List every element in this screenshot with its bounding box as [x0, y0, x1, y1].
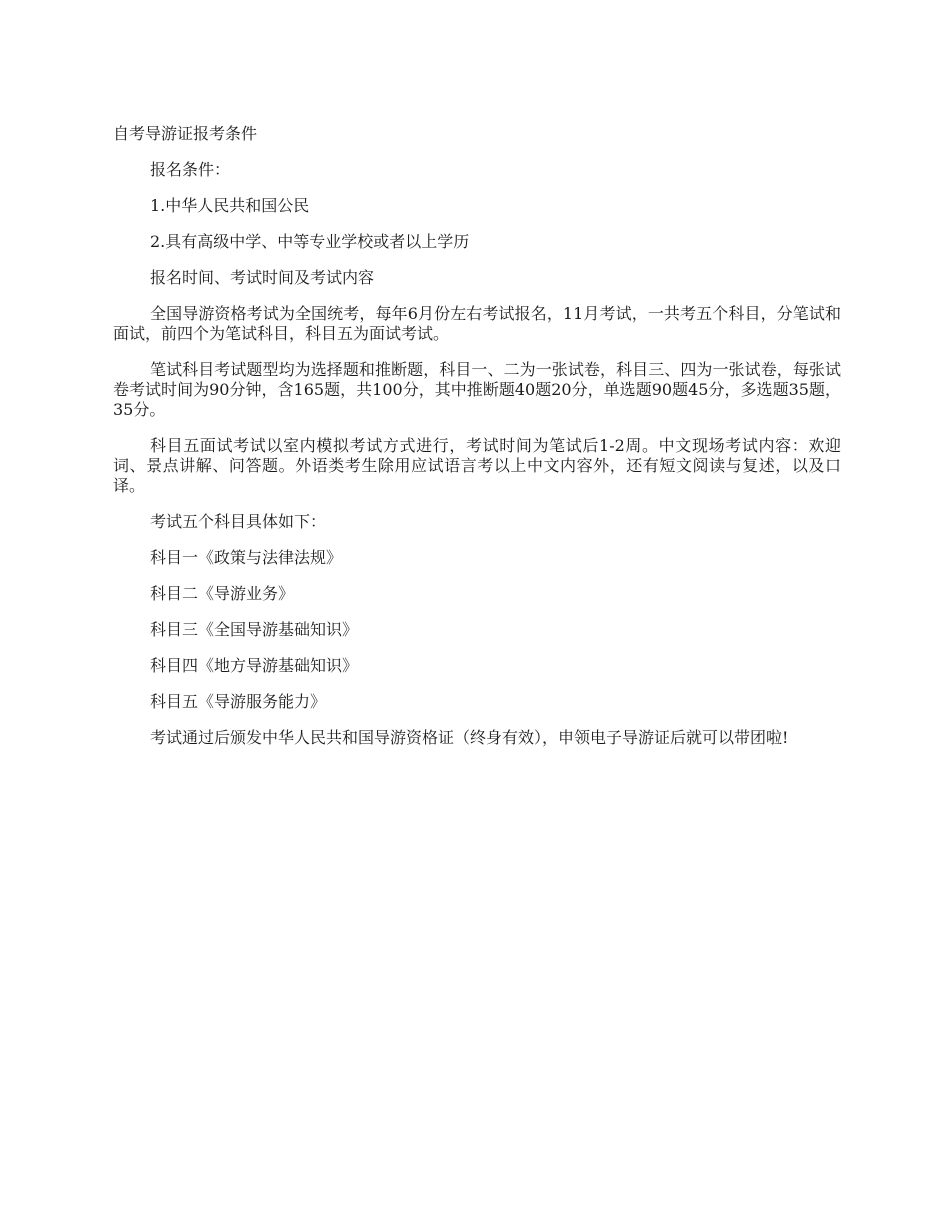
paragraph-subject-2: 科目二《导游业务》 — [150, 584, 295, 603]
paragraph-subjects-heading: 考试五个科目具体如下： — [150, 512, 327, 531]
paragraph-condition-1: 1.中华人民共和国公民 — [150, 196, 310, 215]
paragraph-registration-conditions: 报名条件： — [150, 160, 231, 179]
paragraph-condition-2: 2.具有高级中学、中等专业学校或者以上学历 — [150, 232, 470, 251]
document-body — [113, 124, 841, 764]
paragraph-subject-5: 科目五《导游服务能力》 — [150, 692, 327, 711]
paragraph-certificate: 考试通过后颁发中华人民共和国导游资格证（终身有效），申领电子导游证后就可以带团啦! — [150, 728, 789, 747]
document-title: 自考导游证报考条件 — [113, 124, 258, 143]
paragraph-interview-exam: 科目五面试考试以室内模拟考试方式进行，考试时间为笔试后1-2周。中文现场考试内容：欢迎词、景点讲解、问答题。外语类考生除用应试语言考以上中文内容外，还有短文阅读与复述，以及口译。 — [113, 436, 841, 495]
paragraph-written-exam: 笔试科目考试题型均为选择题和推断题，科目一、二为一张试卷，科目三、四为一张试卷，每张试卷考试时间为90分钟，含165题，共100分，其中推断题40题20分，单选题90题45分，多选题35题，35分。 — [113, 360, 841, 419]
paragraph-exam-overview: 全国导游资格考试为全国统考，每年6月份左右考试报名，11月考试，一共考五个科目，分笔试和面试，前四个为笔试科目，科目五为面试考试。 — [113, 304, 841, 343]
paragraph-subject-3: 科目三《全国导游基础知识》 — [150, 620, 359, 639]
paragraph-schedule-heading: 报名时间、考试时间及考试内容 — [150, 268, 375, 287]
paragraph-subject-1: 科目一《政策与法律法规》 — [150, 548, 343, 567]
paragraph-subject-4: 科目四《地方导游基础知识》 — [150, 656, 359, 675]
